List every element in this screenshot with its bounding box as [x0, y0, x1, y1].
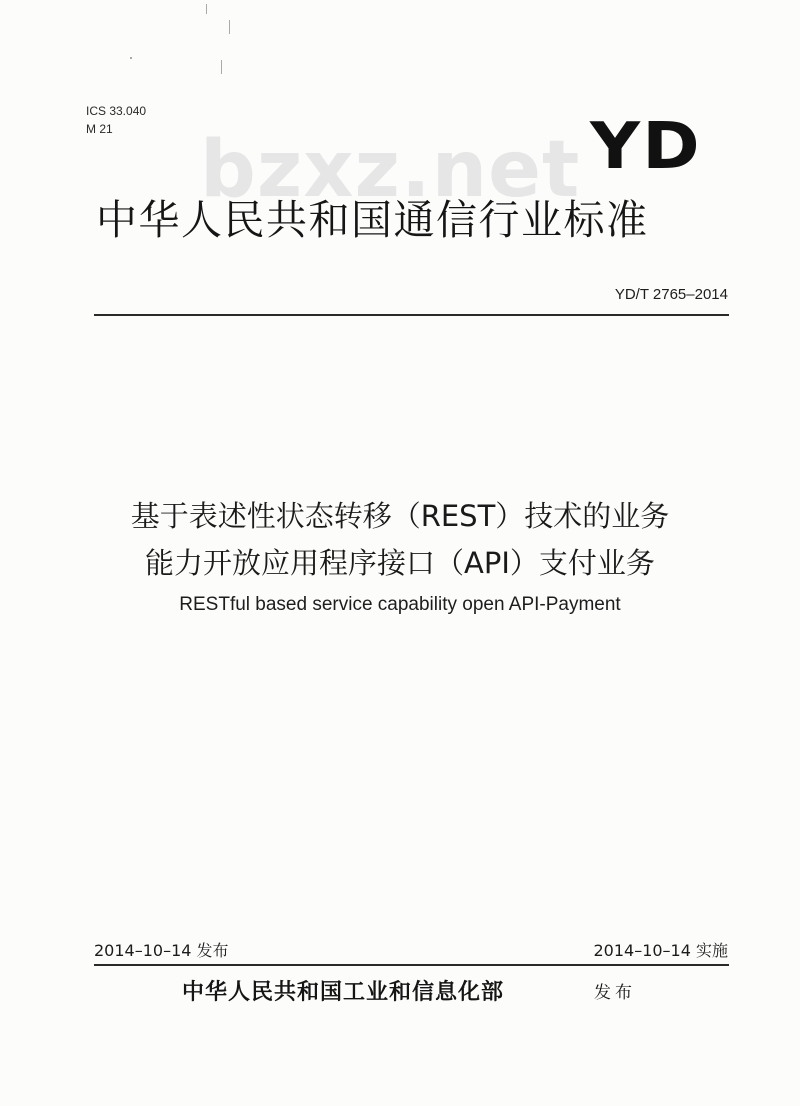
scan-mark: [206, 4, 207, 14]
document-title-line-1: 基于表述性状态转移（REST）技术的业务: [130, 499, 670, 533]
publish-date: 2014–10–14 发布: [94, 941, 229, 960]
document-title: [0, 493, 800, 587]
header-divider: [94, 314, 729, 316]
scan-mark: [229, 20, 230, 34]
document-title-line-2: 能力开放应用程序接口（API）支付业务: [145, 546, 655, 580]
issuing-authority-suffix: 发布: [594, 983, 636, 1003]
standard-number: YD/T 2765–2014: [614, 286, 728, 303]
document-title-english: RESTful based service capability open API-Payment: [179, 594, 621, 615]
scan-mark: [221, 60, 222, 74]
scan-mark: [130, 57, 132, 59]
classification-codes: [86, 102, 146, 138]
watermark: bzxz.net: [200, 125, 581, 215]
standard-category-title: 中华人民共和国通信行业标准: [96, 196, 649, 244]
ccs-code: M 21: [86, 122, 113, 136]
implement-date: 2014–10–14 实施: [593, 941, 728, 960]
yd-logo: YD: [590, 110, 702, 184]
footer-divider: [94, 964, 729, 966]
issuing-authority: 中华人民共和国工业和信息化部: [182, 979, 505, 1005]
ics-code: ICS 33.040: [86, 104, 147, 118]
